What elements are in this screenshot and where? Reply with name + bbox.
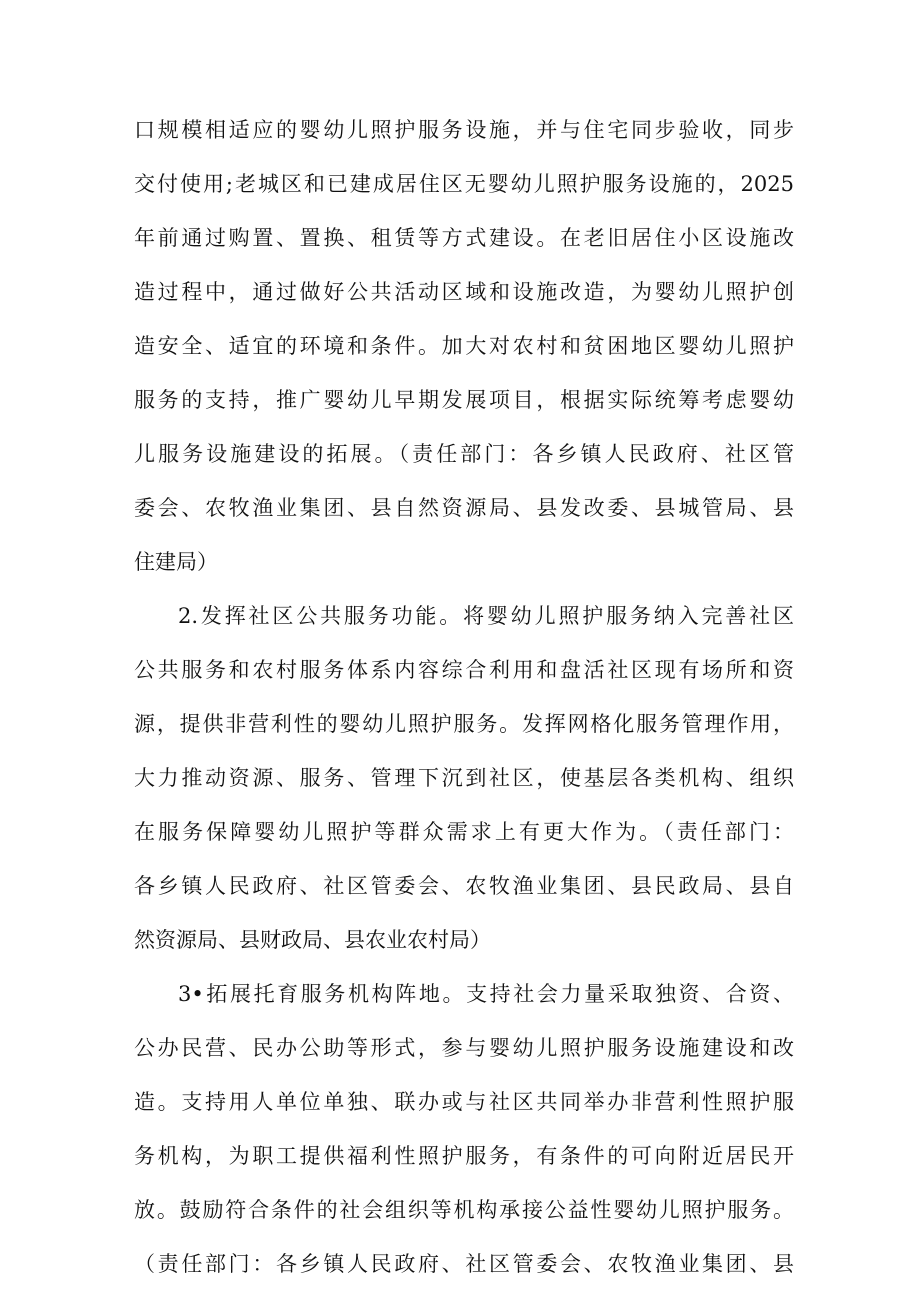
paragraph-line: 2.发挥社区公共服务功能。将婴幼儿照护服务纳入完善社区 xyxy=(178,604,794,628)
paragraph-line: 造过程中，通过做好公共活动区域和设施改造，为婴幼儿照护创 xyxy=(134,280,794,304)
paragraph-line: 放。鼓励符合条件的社会组织等机构承接公益性婴幼儿照护服务。 xyxy=(134,1198,794,1222)
paragraph-line: 大力推动资源、服务、管理下沉到社区，使基层各类机构、组织 xyxy=(134,766,794,790)
paragraph-line: 公共服务和农村服务体系内容综合利用和盘活社区现有场所和资 xyxy=(134,658,794,682)
paragraph-line: 服务的支持，推广婴幼儿早期发展项目，根据实际统筹考虑婴幼 xyxy=(134,388,794,412)
paragraph-line: 公办民营、民办公助等形式，参与婴幼儿照护服务设施建设和改 xyxy=(134,1036,794,1060)
paragraph-line: （责任部门：各乡镇人民政府、社区管委会、农牧渔业集团、县 xyxy=(134,1252,794,1276)
paragraph-line: 各乡镇人民政府、社区管委会、农牧渔业集团、县民政局、县自 xyxy=(134,874,794,898)
paragraph-line: 口规模相适应的婴幼儿照护服务设施，并与住宅同步验收，同步 xyxy=(134,118,794,142)
paragraph-line: 住建局） xyxy=(134,550,218,574)
paragraph-line: 在服务保障婴幼儿照护等群众需求上有更大作为。（责任部门： xyxy=(134,820,794,844)
paragraph-line: 造。支持用人单位单独、联办或与社区共同举办非营利性照护服 xyxy=(134,1090,794,1114)
paragraph-line: 交付使用;老城区和已建成居住区无婴幼儿照护服务设施的，2025 xyxy=(134,172,794,196)
paragraph-line: 务机构，为职工提供福利性照护服务，有条件的可向附近居民开 xyxy=(134,1144,794,1168)
paragraph-line: 然资源局、县财政局、县农业农村局） xyxy=(134,928,491,952)
paragraph-line: 3•拓展托育服务机构阵地。支持社会力量采取独资、合资、 xyxy=(178,982,794,1006)
paragraph-line: 儿服务设施建设的拓展。（责任部门：各乡镇人民政府、社区管 xyxy=(134,442,794,466)
paragraph-line: 年前通过购置、置换、租赁等方式建设。在老旧居住小区设施改 xyxy=(134,226,794,250)
paragraph-line: 委会、农牧渔业集团、县自然资源局、县发改委、县城管局、县 xyxy=(134,496,794,520)
paragraph-line: 造安全、适宜的环境和条件。加大对农村和贫困地区婴幼儿照护 xyxy=(134,334,794,358)
paragraph-line: 源，提供非营利性的婴幼儿照护服务。发挥网格化服务管理作用， xyxy=(134,712,794,736)
